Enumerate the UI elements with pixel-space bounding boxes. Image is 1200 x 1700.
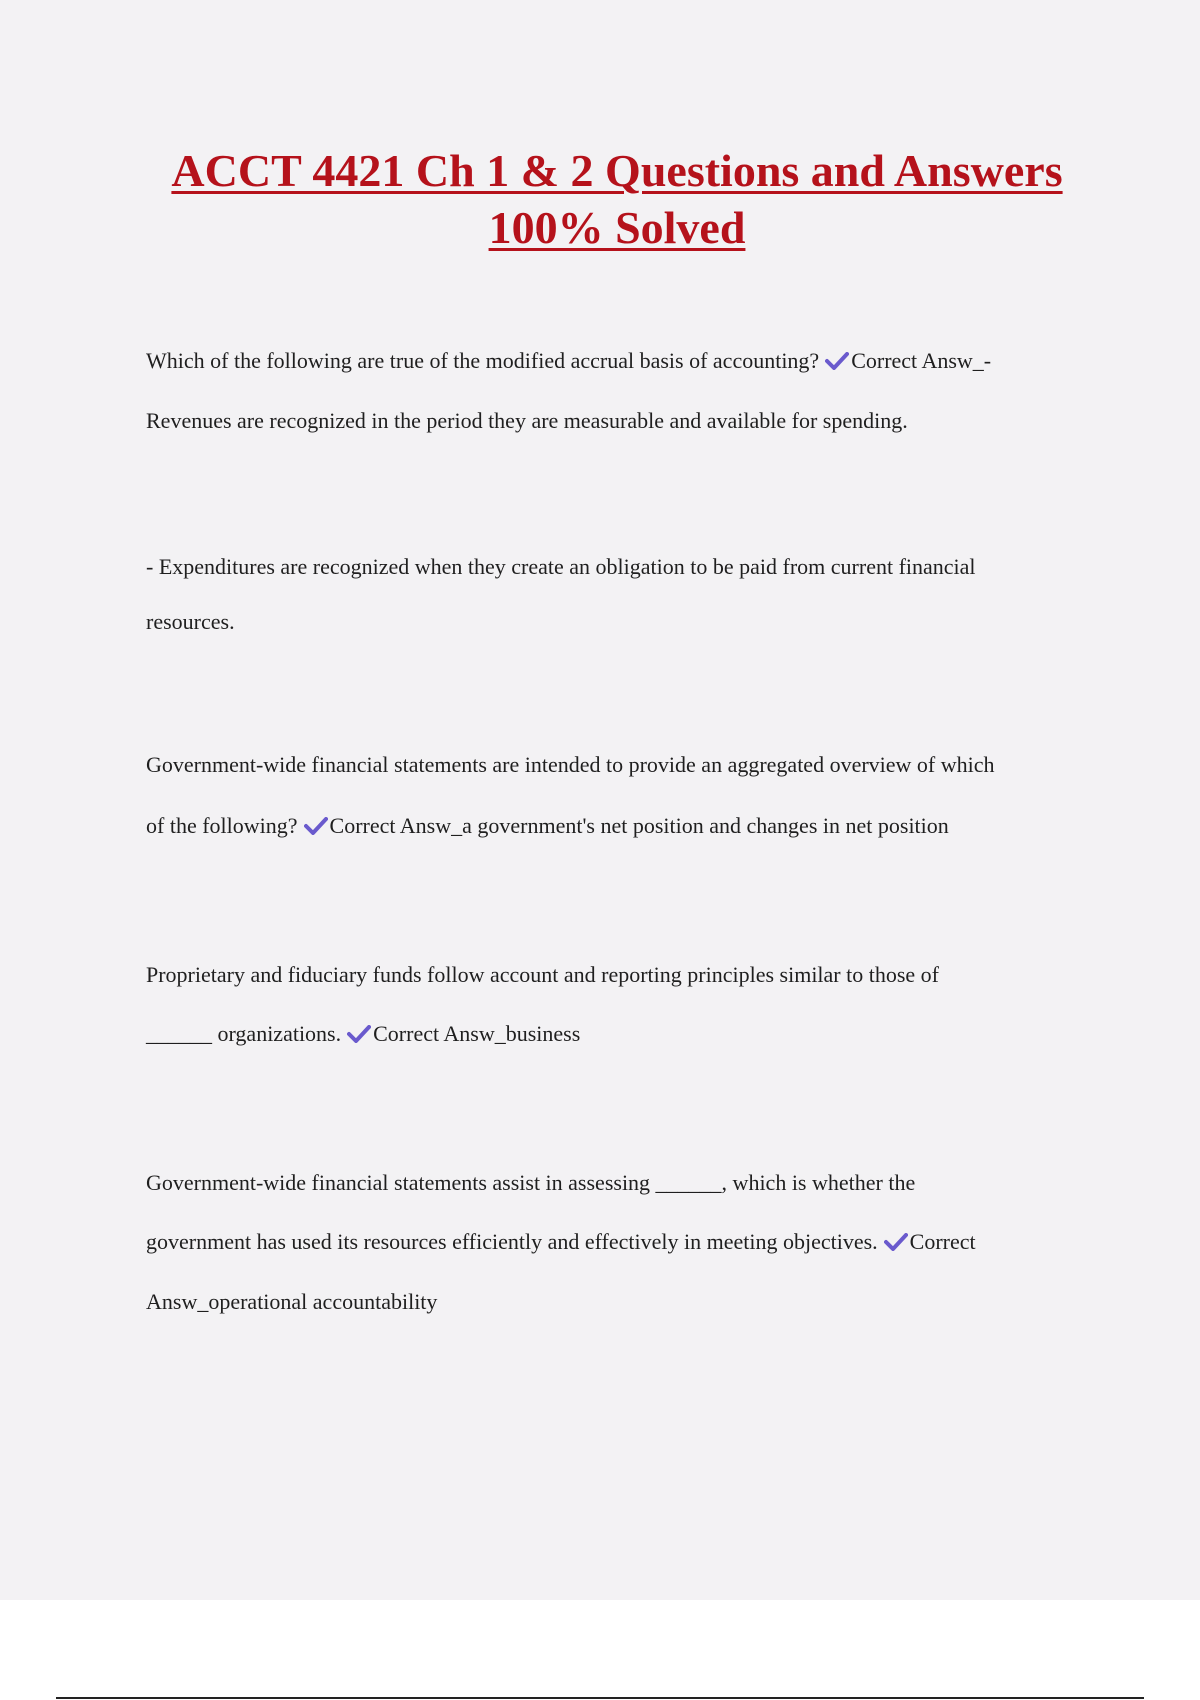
qa-2-line-2 [146,609,235,635]
document-title [0,142,1200,256]
answer-text: - Expenditures are recognized when they create an obligation to be paid from current financial [146,554,976,579]
checkmark-icon [304,817,328,835]
qa-4-line-1 [146,962,939,988]
question-text: Which of the following are true of the modified accrual basis of accounting? [146,348,820,373]
qa-1-line-2 [146,408,908,434]
answer-text: resources. [146,609,235,634]
answer-text: Correct Answ_a government's net position and changes in net position [329,813,949,838]
question-text: of the following? [146,813,298,838]
checkmark-icon [825,352,849,370]
question-text: Government-wide financial statements assist in assessing ______, which is whether the [146,1170,916,1195]
qa-5-line-1 [146,1170,915,1196]
answer-text: Correct [909,1229,976,1254]
qa-1-line-1 [146,348,991,374]
answer-text: Correct Answ_business [373,1021,581,1046]
question-text: Proprietary and fiduciary funds follow account and reporting principles similar to those of [146,962,940,987]
checkmark-icon [884,1233,908,1251]
qa-4-line-2 [146,1021,580,1047]
qa-5-line-2 [146,1229,976,1255]
qa-3-line-1 [146,752,995,778]
title-line-1: ACCT 4421 Ch 1 & 2 Questions and Answers [171,145,1063,196]
qa-5-line-3 [146,1289,437,1315]
question-text: government has used its resources efficiently and effectively in meeting objectives. [146,1229,878,1254]
answer-text: Correct Answ_- [851,348,992,373]
question-text: ______ organizations. [146,1021,342,1046]
footer-divider [56,1697,1144,1699]
qa-3-line-2 [146,813,949,839]
answer-text: Revenues are recognized in the period they are measurable and available for spending. [146,408,908,433]
qa-2-line-1 [146,554,976,580]
answer-text: Answ_operational accountability [146,1289,438,1314]
question-text: Government-wide financial statements are intended to provide an aggregated overview of which [146,752,995,777]
checkmark-icon [347,1025,371,1043]
title-line-2: 100% Solved [488,202,746,253]
